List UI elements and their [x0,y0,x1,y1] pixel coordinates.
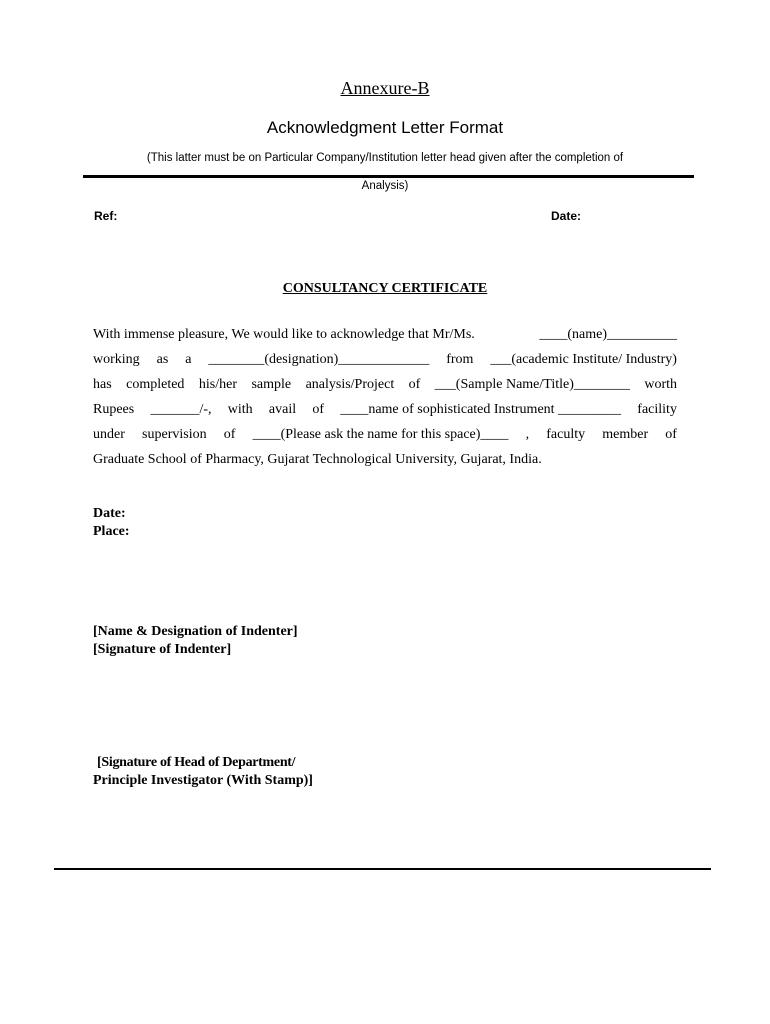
body-word: a [185,352,192,367]
body-word: , [525,427,530,442]
letter-format-title: Acknowledgment Letter Format [266,118,504,137]
body-word: faculty [546,427,586,442]
certificate-body [93,322,677,472]
body-word: facility [637,402,677,417]
indenter-signature: [Signature of Indenter] [93,642,232,657]
body-word: member [602,427,649,442]
body-word: with [227,402,253,417]
indenter-name-designation: [Name & Designation of Indenter] [93,624,298,639]
body-line-1 [93,322,677,347]
hod-signature-line2: Principle Investigator (With Stamp)] [93,773,313,788]
body-word: worth [644,377,677,392]
body-word: under [93,427,125,442]
body-word: his/her [198,377,237,392]
body-word: working [93,352,140,367]
top-divider [83,175,694,178]
instrument-blank: ____name of sophisticated Instrument _________ [340,402,622,417]
body-word: sample [251,377,292,392]
designation-blank: ________(designation)_____________ [208,352,430,367]
body-line-4 [93,397,677,422]
body-text: Graduate School of Pharmacy, Gujarat Technological University, Gujarat, India. [93,452,542,467]
body-word: supervision [142,427,207,442]
body-word: Rupees [93,402,135,417]
body-line-6 [93,447,677,472]
letterhead-note-line2: Analysis) [361,180,409,192]
date-label-top: Date: [551,209,582,223]
body-word: as [156,352,169,367]
supervisor-blank: ____(Please ask the name for this space)____ [252,427,509,442]
hod-signature-line1: [Signature of Head of Department/ [97,755,296,770]
institute-blank: ___(academic Institute/ Industry) [490,352,677,367]
body-word: avail [268,402,297,417]
body-text: With immense pleasure, We would like to acknowledge that Mr/Ms. [93,327,475,342]
body-word: of [665,427,677,442]
amount-blank: _______/-, [150,402,212,417]
body-word: of [312,402,325,417]
sample-blank: ___(Sample Name/Title)________ [434,377,630,392]
body-word: of [408,377,421,392]
body-line-5 [93,422,677,447]
certificate-heading: CONSULTANCY CERTIFICATE [282,281,488,296]
bottom-divider [54,868,711,870]
body-word: from [446,352,474,367]
body-line-2 [93,347,677,372]
body-word: completed [126,377,185,392]
body-word: analysis/Project [305,377,395,392]
body-word: has [93,377,112,392]
place-label: Place: [93,524,130,539]
annexure-label: Annexure-B [340,78,430,98]
letterhead-note-line1: (This latter must be on Particular Company/Institution letter head given after the completion of [146,152,624,164]
body-word: of [223,427,236,442]
body-line-3 [93,372,677,397]
date-label: Date: [93,506,126,521]
name-blank: ____(name)__________ [539,327,677,342]
ref-label: Ref: [94,209,118,223]
